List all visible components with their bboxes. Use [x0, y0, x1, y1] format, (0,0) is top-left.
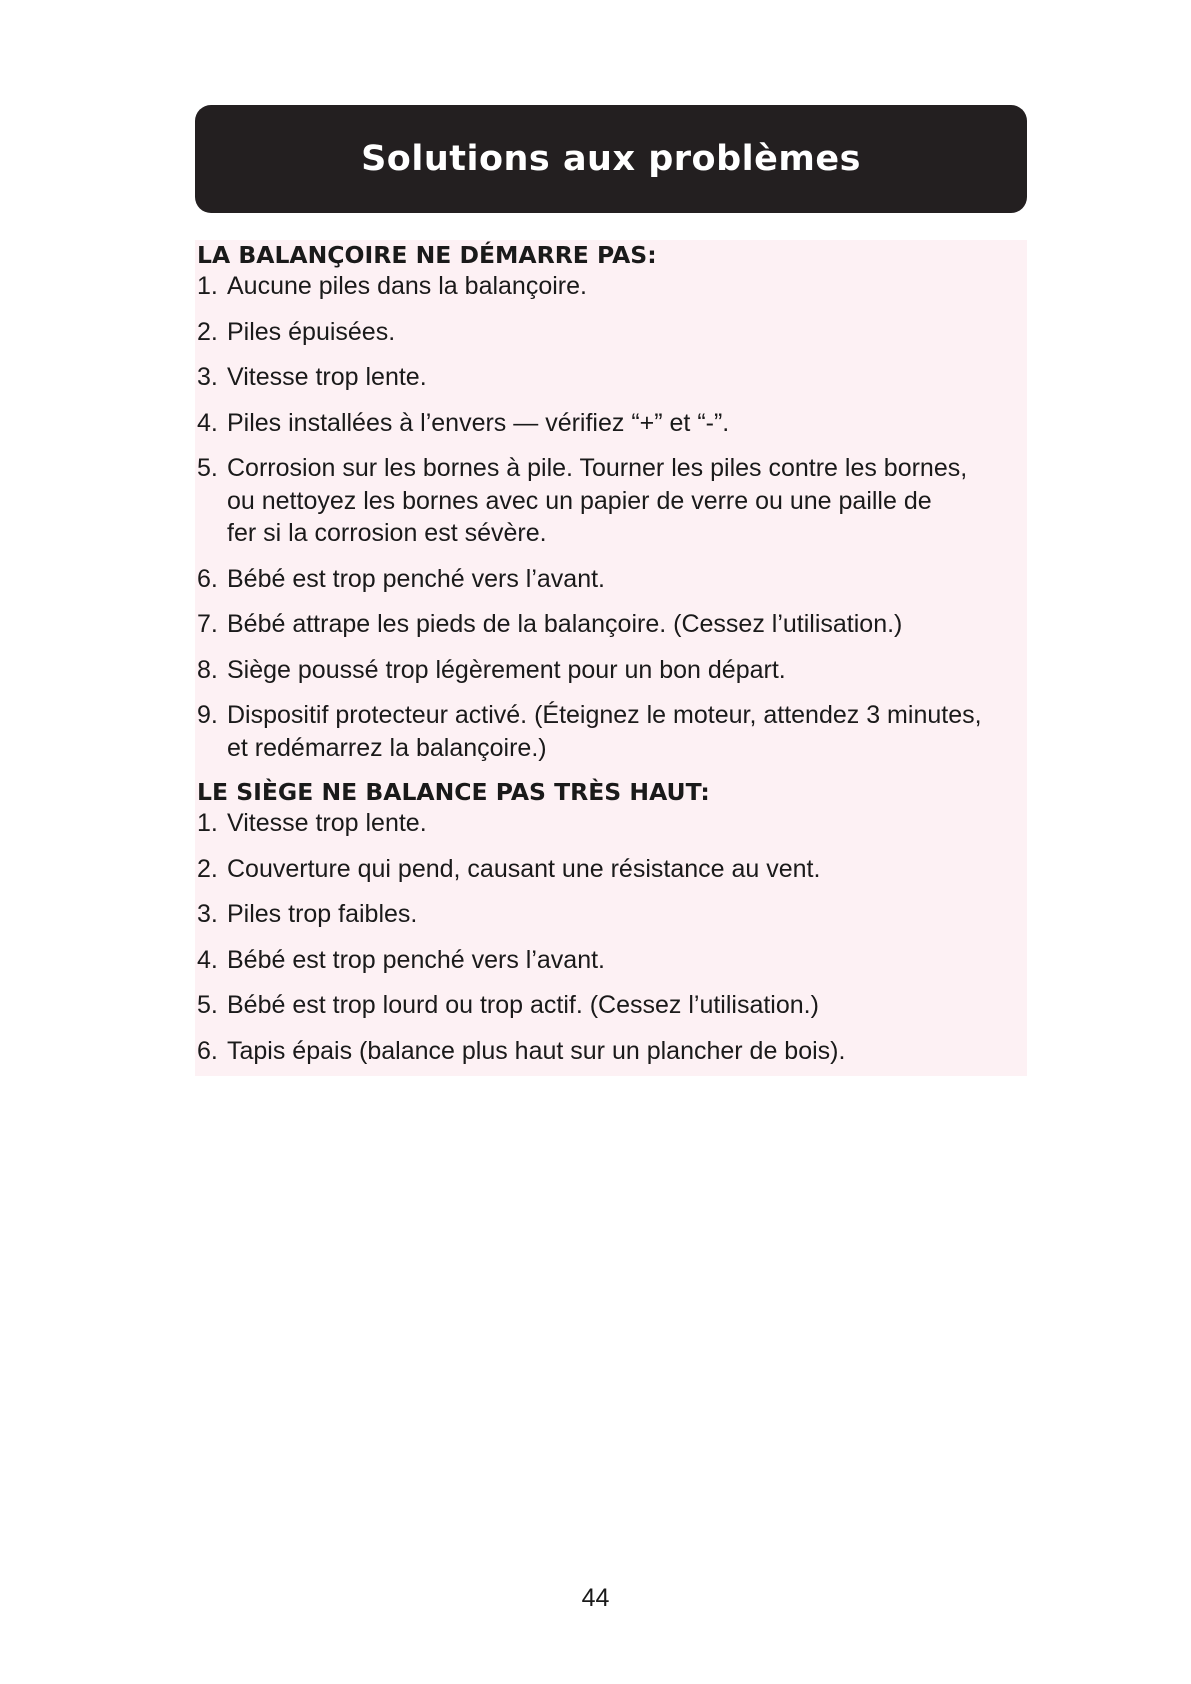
list-item — [197, 608, 1023, 641]
list-item — [197, 699, 1023, 764]
list-item-number: 5. — [197, 454, 218, 482]
list-item — [197, 361, 1023, 394]
title-banner — [195, 105, 1027, 213]
list-item-text — [227, 407, 1023, 440]
list-item-text — [227, 944, 1023, 977]
list-item-number: 7. — [197, 610, 218, 638]
list-item-line: Piles trop faibles. — [227, 900, 418, 928]
list-item-number: 8. — [197, 655, 218, 684]
list-item — [197, 1035, 1023, 1068]
list-item — [197, 853, 1023, 886]
list-item-line: ou nettoyez les bornes avec un papier de verre ou une paille de — [227, 486, 932, 515]
list-item-line: Dispositif protecteur activé. (Éteignez le moteur, attendez 3 minutes, — [227, 701, 982, 729]
list-item-number: 4. — [197, 945, 218, 974]
list-item-line: Bébé est trop lourd ou trop actif. (Cessez l’utilisation.) — [227, 991, 819, 1019]
section-heading: LE SIÈGE NE BALANCE PAS TRÈS HAUT: — [197, 778, 710, 806]
list-item-number: 5. — [197, 991, 218, 1019]
section-seat-not-swinging-high — [197, 777, 1023, 1067]
list-item — [197, 316, 1023, 349]
list-item-text — [227, 270, 1023, 303]
list-item — [197, 807, 1023, 840]
list-item-number: 1. — [197, 272, 218, 300]
list-item-text — [227, 1035, 1023, 1068]
list-item — [197, 944, 1023, 977]
list-item-number: 3. — [197, 900, 218, 928]
list-item-text — [227, 563, 1023, 596]
list-item-text — [227, 699, 1023, 764]
list-item-number: 3. — [197, 363, 218, 391]
list-item-line: Tapis épais (balance plus haut sur un plancher de bois). — [227, 1036, 846, 1065]
list-item-line: Vitesse trop lente. — [227, 809, 427, 837]
list-item-text — [227, 316, 1023, 349]
list-item-text — [227, 898, 1023, 931]
list-item-text — [227, 452, 1023, 550]
list-item-number: 6. — [197, 564, 218, 593]
list-item-line: Piles installées à l’envers — vérifiez “+” et “-”. — [227, 408, 730, 437]
list-item-text — [227, 989, 1023, 1022]
list-item — [197, 654, 1023, 687]
list-item — [197, 989, 1023, 1022]
section-swing-wont-start — [197, 240, 1023, 764]
list-item-line: fer si la corrosion est sévère. — [227, 519, 547, 547]
list-item — [197, 407, 1023, 440]
list-item-text — [227, 361, 1023, 394]
list-item-text — [227, 853, 1023, 886]
list-item-number: 2. — [197, 317, 218, 346]
section-heading: LA BALANÇOIRE NE DÉMARRE PAS: — [197, 241, 657, 269]
list-item-line: Aucune piles dans la balançoire. — [227, 272, 587, 300]
list-item-number: 6. — [197, 1036, 218, 1065]
list-item-line: Piles épuisées. — [227, 317, 396, 346]
list-item — [197, 452, 1023, 550]
list-item-line: Couverture qui pend, causant une résistance au vent. — [227, 854, 821, 883]
list-item-number: 4. — [197, 408, 218, 437]
list-item-line: Corrosion sur les bornes à pile. Tourner les piles contre les bornes, — [227, 454, 968, 482]
troubleshooting-panel — [195, 240, 1027, 1076]
list-item-line: Bébé est trop penché vers l’avant. — [227, 945, 606, 974]
list-item-line: Bébé attrape les pieds de la balançoire. (Cessez l’utilisation.) — [227, 610, 903, 638]
list-item-text — [227, 654, 1023, 687]
list-item — [197, 563, 1023, 596]
list-item-text — [227, 807, 1023, 840]
list-item-number: 2. — [197, 854, 218, 883]
list-item-line: et redémarrez la balançoire.) — [227, 733, 547, 762]
list-item-line: Bébé est trop penché vers l’avant. — [227, 564, 606, 593]
list-item-text — [227, 608, 1023, 641]
list-item-number: 1. — [197, 809, 218, 837]
page-number: 44 — [581, 1584, 610, 1612]
page-title: Solutions aux problèmes — [361, 139, 861, 179]
list-item — [197, 270, 1023, 303]
list-item-line: Siège poussé trop légèrement pour un bon départ. — [227, 655, 786, 684]
list-item — [197, 898, 1023, 931]
list-item-number: 9. — [197, 701, 218, 729]
list-item-line: Vitesse trop lente. — [227, 363, 427, 391]
